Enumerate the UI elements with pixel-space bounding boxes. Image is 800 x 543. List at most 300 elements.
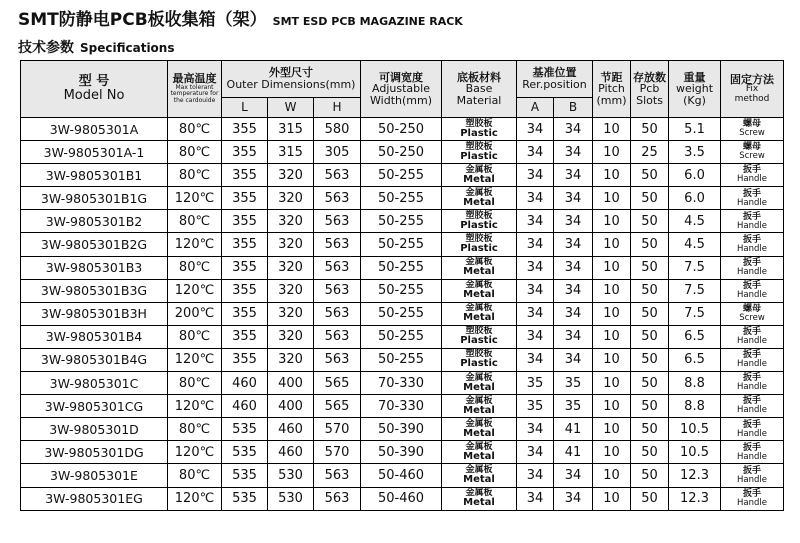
fix-method-english: Handle bbox=[737, 405, 767, 416]
cell-pcb-slots: 50 bbox=[631, 372, 669, 395]
cell-pcb-slots: 50 bbox=[631, 348, 669, 371]
fix-method-chinese: 螺母 bbox=[743, 304, 762, 315]
cell-pitch: 10 bbox=[593, 487, 631, 510]
cell-fix-method bbox=[721, 279, 784, 302]
cell-pcb-slots: 50 bbox=[631, 302, 669, 325]
cell-position-b: 34 bbox=[554, 141, 593, 164]
material-label-english: Metal bbox=[463, 427, 495, 439]
cell-pitch: 10 bbox=[593, 233, 631, 256]
cell-height: 570 bbox=[314, 441, 361, 464]
cell-model: 3W-9805301B3H bbox=[21, 302, 168, 325]
fix-method-chinese: 扳手 bbox=[743, 442, 762, 453]
cell-weight: 7.5 bbox=[669, 256, 721, 279]
fix-method-english: Screw bbox=[739, 128, 765, 139]
cell-position-b: 34 bbox=[554, 210, 593, 233]
cell-temperature: 80℃ bbox=[168, 164, 222, 187]
cell-base-material bbox=[442, 141, 517, 164]
cell-adjustable-width: 50-390 bbox=[361, 441, 442, 464]
fix-method-chinese: 扳手 bbox=[743, 488, 762, 499]
cell-model: 3W-9805301B2 bbox=[21, 210, 168, 233]
cell-length: 355 bbox=[222, 256, 268, 279]
cell-base-material bbox=[442, 348, 517, 371]
fix-method-chinese: 扳手 bbox=[743, 465, 762, 476]
header-dimensions: 外型尺寸 Outer Dimensions(mm) bbox=[222, 61, 361, 98]
fix-method-english: Handle bbox=[737, 497, 767, 508]
fix-method-english: Handle bbox=[737, 474, 767, 485]
table-row bbox=[21, 441, 784, 464]
table-row bbox=[21, 487, 784, 510]
cell-position-a: 34 bbox=[517, 141, 554, 164]
cell-pcb-slots: 50 bbox=[631, 418, 669, 441]
cell-position-a: 34 bbox=[517, 279, 554, 302]
table-row bbox=[21, 210, 784, 233]
cell-position-b: 34 bbox=[554, 279, 593, 302]
cell-height: 563 bbox=[314, 464, 361, 487]
cell-base-material bbox=[442, 210, 517, 233]
cell-position-b: 35 bbox=[554, 372, 593, 395]
cell-weight: 6.5 bbox=[669, 348, 721, 371]
cell-temperature: 80℃ bbox=[168, 464, 222, 487]
cell-temperature: 80℃ bbox=[168, 118, 222, 141]
table-row bbox=[21, 418, 784, 441]
material-label-english: Metal bbox=[463, 312, 495, 324]
cell-adjustable-width: 50-255 bbox=[361, 325, 442, 348]
cell-model: 3W-9805301D bbox=[21, 418, 168, 441]
material-label-chinese: 金属板 bbox=[465, 441, 493, 452]
cell-position-a: 34 bbox=[517, 325, 554, 348]
table-row bbox=[21, 187, 784, 210]
material-label-chinese: 金属板 bbox=[465, 187, 493, 198]
fix-method-chinese: 扳手 bbox=[743, 373, 762, 384]
cell-position-a: 34 bbox=[517, 233, 554, 256]
cell-weight: 12.3 bbox=[669, 487, 721, 510]
cell-width: 315 bbox=[268, 141, 314, 164]
cell-weight: 7.5 bbox=[669, 302, 721, 325]
cell-height: 563 bbox=[314, 233, 361, 256]
cell-model: 3W-9805301A-1 bbox=[21, 141, 168, 164]
cell-length: 460 bbox=[222, 395, 268, 418]
cell-fix-method bbox=[721, 441, 784, 464]
cell-model: 3W-9805301CG bbox=[21, 395, 168, 418]
cell-pcb-slots: 50 bbox=[631, 441, 669, 464]
cell-position-a: 34 bbox=[517, 348, 554, 371]
cell-temperature: 80℃ bbox=[168, 418, 222, 441]
header-pitch: 节距 Pitch (mm) bbox=[593, 61, 631, 118]
fix-method-english: Screw bbox=[739, 151, 765, 162]
cell-position-a: 34 bbox=[517, 210, 554, 233]
cell-adjustable-width: 50-255 bbox=[361, 210, 442, 233]
cell-pitch: 10 bbox=[593, 164, 631, 187]
header-height: H bbox=[314, 98, 361, 118]
cell-temperature: 120℃ bbox=[168, 395, 222, 418]
table-row bbox=[21, 141, 784, 164]
cell-pitch: 10 bbox=[593, 418, 631, 441]
cell-base-material bbox=[442, 302, 517, 325]
cell-temperature: 120℃ bbox=[168, 441, 222, 464]
page-title bbox=[18, 5, 463, 30]
cell-width: 320 bbox=[268, 187, 314, 210]
table-row bbox=[21, 256, 784, 279]
cell-position-a: 35 bbox=[517, 395, 554, 418]
material-label-chinese: 金属板 bbox=[465, 395, 493, 406]
cell-pcb-slots: 50 bbox=[631, 210, 669, 233]
cell-weight: 6.5 bbox=[669, 325, 721, 348]
cell-height: 563 bbox=[314, 348, 361, 371]
fix-method-chinese: 扳手 bbox=[743, 234, 762, 245]
cell-pitch: 10 bbox=[593, 441, 631, 464]
cell-temperature: 120℃ bbox=[168, 233, 222, 256]
cell-fix-method bbox=[721, 233, 784, 256]
cell-height: 563 bbox=[314, 302, 361, 325]
cell-pitch: 10 bbox=[593, 372, 631, 395]
cell-adjustable-width: 50-255 bbox=[361, 348, 442, 371]
cell-height: 565 bbox=[314, 372, 361, 395]
title-english: SMT ESD PCB MAGAZINE RACK bbox=[272, 15, 463, 28]
material-label-chinese: 塑胶板 bbox=[465, 234, 493, 245]
cell-pitch: 10 bbox=[593, 395, 631, 418]
cell-model: 3W-9805301E bbox=[21, 464, 168, 487]
cell-height: 580 bbox=[314, 118, 361, 141]
header-adjustable-width: 可调宽度 Adjustable Width(mm) bbox=[361, 61, 442, 118]
cell-adjustable-width: 50-255 bbox=[361, 256, 442, 279]
fix-method-chinese: 扳手 bbox=[743, 211, 762, 222]
cell-position-a: 34 bbox=[517, 418, 554, 441]
fix-method-chinese: 扳手 bbox=[743, 327, 762, 338]
cell-weight: 10.5 bbox=[669, 418, 721, 441]
cell-pcb-slots: 50 bbox=[631, 187, 669, 210]
fix-method-english: Handle bbox=[737, 336, 767, 347]
cell-pcb-slots: 50 bbox=[631, 256, 669, 279]
cell-length: 355 bbox=[222, 141, 268, 164]
cell-width: 315 bbox=[268, 118, 314, 141]
cell-width: 320 bbox=[268, 302, 314, 325]
cell-length: 355 bbox=[222, 302, 268, 325]
cell-width: 400 bbox=[268, 395, 314, 418]
cell-model: 3W-9805301B1G bbox=[21, 187, 168, 210]
header-reference-position: 基准位置 Rer.position bbox=[517, 61, 593, 98]
cell-pitch: 10 bbox=[593, 279, 631, 302]
cell-fix-method bbox=[721, 118, 784, 141]
material-label-chinese: 金属板 bbox=[465, 164, 493, 175]
cell-pcb-slots: 25 bbox=[631, 141, 669, 164]
cell-adjustable-width: 50-255 bbox=[361, 302, 442, 325]
cell-position-b: 34 bbox=[554, 256, 593, 279]
cell-adjustable-width: 70-330 bbox=[361, 372, 442, 395]
cell-fix-method bbox=[721, 164, 784, 187]
material-label-chinese: 金属板 bbox=[465, 418, 493, 429]
cell-width: 320 bbox=[268, 210, 314, 233]
header-fix-method: 固定方法 Fix method bbox=[721, 61, 784, 118]
cell-length: 535 bbox=[222, 441, 268, 464]
material-label-chinese: 金属板 bbox=[465, 280, 493, 291]
cell-base-material bbox=[442, 164, 517, 187]
cell-position-b: 35 bbox=[554, 395, 593, 418]
material-label-chinese: 塑胶板 bbox=[465, 349, 493, 360]
cell-position-b: 34 bbox=[554, 118, 593, 141]
fix-method-chinese: 扳手 bbox=[743, 280, 762, 291]
cell-length: 355 bbox=[222, 233, 268, 256]
cell-adjustable-width: 50-255 bbox=[361, 164, 442, 187]
cell-pitch: 10 bbox=[593, 187, 631, 210]
cell-length: 355 bbox=[222, 164, 268, 187]
cell-adjustable-width: 50-255 bbox=[361, 233, 442, 256]
cell-weight: 6.0 bbox=[669, 187, 721, 210]
fix-method-english: Handle bbox=[737, 289, 767, 300]
cell-fix-method bbox=[721, 256, 784, 279]
cell-temperature: 120℃ bbox=[168, 348, 222, 371]
material-label-english: Metal bbox=[463, 381, 495, 393]
cell-model: 3W-9805301B3 bbox=[21, 256, 168, 279]
cell-model: 3W-9805301B2G bbox=[21, 233, 168, 256]
material-label-english: Plastic bbox=[460, 150, 498, 162]
cell-pcb-slots: 50 bbox=[631, 164, 669, 187]
cell-pitch: 10 bbox=[593, 464, 631, 487]
cell-weight: 12.3 bbox=[669, 464, 721, 487]
cell-weight: 5.1 bbox=[669, 118, 721, 141]
material-label-chinese: 塑胶板 bbox=[465, 118, 493, 129]
cell-width: 460 bbox=[268, 418, 314, 441]
material-label-chinese: 金属板 bbox=[465, 372, 493, 383]
cell-weight: 4.5 bbox=[669, 233, 721, 256]
table-row bbox=[21, 302, 784, 325]
cell-height: 305 bbox=[314, 141, 361, 164]
cell-width: 320 bbox=[268, 233, 314, 256]
fix-method-english: Handle bbox=[737, 243, 767, 254]
cell-adjustable-width: 50-250 bbox=[361, 141, 442, 164]
material-label-english: Metal bbox=[463, 289, 495, 301]
cell-fix-method bbox=[721, 210, 784, 233]
material-label-english: Plastic bbox=[460, 243, 498, 255]
table-row bbox=[21, 325, 784, 348]
cell-fix-method bbox=[721, 487, 784, 510]
table-row bbox=[21, 395, 784, 418]
cell-model: 3W-9805301B4G bbox=[21, 348, 168, 371]
cell-weight: 8.8 bbox=[669, 395, 721, 418]
cell-length: 355 bbox=[222, 348, 268, 371]
cell-length: 535 bbox=[222, 418, 268, 441]
cell-position-b: 41 bbox=[554, 441, 593, 464]
material-label-chinese: 金属板 bbox=[465, 257, 493, 268]
fix-method-english: Handle bbox=[737, 220, 767, 231]
cell-fix-method bbox=[721, 325, 784, 348]
cell-pcb-slots: 50 bbox=[631, 279, 669, 302]
cell-position-b: 34 bbox=[554, 487, 593, 510]
cell-height: 563 bbox=[314, 256, 361, 279]
cell-width: 530 bbox=[268, 464, 314, 487]
header-weight: 重量 weight (Kg) bbox=[669, 61, 721, 118]
fix-method-english: Handle bbox=[737, 197, 767, 208]
cell-height: 570 bbox=[314, 418, 361, 441]
cell-position-b: 41 bbox=[554, 418, 593, 441]
cell-position-b: 34 bbox=[554, 348, 593, 371]
fix-method-english: Handle bbox=[737, 174, 767, 185]
table-row bbox=[21, 279, 784, 302]
fix-method-english: Handle bbox=[737, 451, 767, 462]
table-row bbox=[21, 164, 784, 187]
cell-base-material bbox=[442, 418, 517, 441]
cell-position-a: 34 bbox=[517, 441, 554, 464]
cell-base-material bbox=[442, 487, 517, 510]
header-position-b: B bbox=[554, 98, 593, 118]
fix-method-english: Handle bbox=[737, 428, 767, 439]
cell-width: 460 bbox=[268, 441, 314, 464]
material-label-chinese: 金属板 bbox=[465, 488, 493, 499]
cell-adjustable-width: 70-330 bbox=[361, 395, 442, 418]
cell-base-material bbox=[442, 187, 517, 210]
cell-fix-method bbox=[721, 372, 784, 395]
cell-length: 355 bbox=[222, 325, 268, 348]
cell-pcb-slots: 50 bbox=[631, 487, 669, 510]
cell-temperature: 80℃ bbox=[168, 141, 222, 164]
cell-base-material bbox=[442, 118, 517, 141]
cell-base-material bbox=[442, 279, 517, 302]
cell-width: 320 bbox=[268, 325, 314, 348]
cell-width: 530 bbox=[268, 487, 314, 510]
header-length: L bbox=[222, 98, 268, 118]
header-width: W bbox=[268, 98, 314, 118]
cell-position-a: 34 bbox=[517, 187, 554, 210]
material-label-english: Metal bbox=[463, 497, 495, 509]
cell-position-b: 34 bbox=[554, 464, 593, 487]
material-label-english: Metal bbox=[463, 196, 495, 208]
cell-position-b: 34 bbox=[554, 164, 593, 187]
cell-height: 563 bbox=[314, 164, 361, 187]
cell-pcb-slots: 50 bbox=[631, 395, 669, 418]
material-label-chinese: 金属板 bbox=[465, 464, 493, 475]
cell-height: 563 bbox=[314, 187, 361, 210]
section-heading bbox=[18, 37, 174, 57]
material-label-chinese: 塑胶板 bbox=[465, 210, 493, 221]
section-heading-english: Specifications bbox=[80, 41, 175, 55]
cell-base-material bbox=[442, 464, 517, 487]
material-label-english: Metal bbox=[463, 266, 495, 278]
fix-method-chinese: 扳手 bbox=[743, 419, 762, 430]
cell-width: 320 bbox=[268, 279, 314, 302]
cell-adjustable-width: 50-255 bbox=[361, 279, 442, 302]
fix-method-english: Handle bbox=[737, 266, 767, 277]
fix-method-chinese: 螺母 bbox=[743, 142, 762, 153]
cell-base-material bbox=[442, 233, 517, 256]
cell-pitch: 10 bbox=[593, 141, 631, 164]
cell-height: 563 bbox=[314, 210, 361, 233]
cell-weight: 4.5 bbox=[669, 210, 721, 233]
cell-base-material bbox=[442, 256, 517, 279]
material-label-english: Metal bbox=[463, 173, 495, 185]
header-model: 型 号 Model No bbox=[21, 61, 168, 118]
material-label-chinese: 金属板 bbox=[465, 303, 493, 314]
cell-pcb-slots: 50 bbox=[631, 233, 669, 256]
cell-width: 320 bbox=[268, 256, 314, 279]
fix-method-english: Handle bbox=[737, 359, 767, 370]
table-row bbox=[21, 233, 784, 256]
cell-base-material bbox=[442, 395, 517, 418]
material-label-english: Plastic bbox=[460, 127, 498, 139]
table-header-row bbox=[21, 61, 784, 98]
cell-height: 563 bbox=[314, 487, 361, 510]
cell-fix-method bbox=[721, 187, 784, 210]
fix-method-chinese: 扳手 bbox=[743, 396, 762, 407]
cell-position-a: 34 bbox=[517, 302, 554, 325]
cell-fix-method bbox=[721, 348, 784, 371]
header-base-material: 底板材料 Base Material bbox=[442, 61, 517, 118]
cell-temperature: 80℃ bbox=[168, 372, 222, 395]
cell-temperature: 120℃ bbox=[168, 187, 222, 210]
cell-fix-method bbox=[721, 395, 784, 418]
cell-adjustable-width: 50-460 bbox=[361, 487, 442, 510]
cell-position-b: 34 bbox=[554, 187, 593, 210]
table-row bbox=[21, 348, 784, 371]
cell-model: 3W-9805301B1 bbox=[21, 164, 168, 187]
cell-adjustable-width: 50-460 bbox=[361, 464, 442, 487]
fix-method-english: Screw bbox=[739, 313, 765, 324]
cell-length: 355 bbox=[222, 210, 268, 233]
cell-position-b: 34 bbox=[554, 325, 593, 348]
cell-model: 3W-9805301EG bbox=[21, 487, 168, 510]
cell-model: 3W-9805301C bbox=[21, 372, 168, 395]
cell-model: 3W-9805301A bbox=[21, 118, 168, 141]
cell-position-a: 34 bbox=[517, 256, 554, 279]
cell-model: 3W-9805301B3G bbox=[21, 279, 168, 302]
material-label-english: Plastic bbox=[460, 335, 498, 347]
cell-width: 320 bbox=[268, 348, 314, 371]
header-position-a: A bbox=[517, 98, 554, 118]
fix-method-chinese: 螺母 bbox=[743, 119, 762, 130]
cell-pitch: 10 bbox=[593, 302, 631, 325]
cell-base-material bbox=[442, 325, 517, 348]
cell-pcb-slots: 50 bbox=[631, 118, 669, 141]
cell-pitch: 10 bbox=[593, 118, 631, 141]
title-chinese: SMT防静电PCB板收集箱（架） bbox=[18, 10, 267, 30]
cell-weight: 10.5 bbox=[669, 441, 721, 464]
cell-weight: 3.5 bbox=[669, 141, 721, 164]
cell-weight: 6.0 bbox=[669, 164, 721, 187]
cell-length: 355 bbox=[222, 187, 268, 210]
cell-position-a: 35 bbox=[517, 372, 554, 395]
cell-fix-method bbox=[721, 141, 784, 164]
specifications-table bbox=[20, 60, 784, 511]
table-row bbox=[21, 118, 784, 141]
table-row bbox=[21, 464, 784, 487]
cell-position-a: 34 bbox=[517, 464, 554, 487]
material-label-chinese: 塑胶板 bbox=[465, 141, 493, 152]
cell-length: 535 bbox=[222, 487, 268, 510]
cell-base-material bbox=[442, 372, 517, 395]
cell-temperature: 80℃ bbox=[168, 325, 222, 348]
cell-position-a: 34 bbox=[517, 118, 554, 141]
fix-method-chinese: 扳手 bbox=[743, 350, 762, 361]
fix-method-chinese: 扳手 bbox=[743, 257, 762, 268]
material-label-english: Metal bbox=[463, 450, 495, 462]
header-pcb-slots: 存放数 Pcb Slots bbox=[631, 61, 669, 118]
cell-adjustable-width: 50-250 bbox=[361, 118, 442, 141]
cell-length: 355 bbox=[222, 279, 268, 302]
cell-base-material bbox=[442, 441, 517, 464]
cell-height: 563 bbox=[314, 279, 361, 302]
cell-position-a: 34 bbox=[517, 487, 554, 510]
cell-model: 3W-9805301B4 bbox=[21, 325, 168, 348]
section-heading-chinese: 技术参数 bbox=[18, 40, 74, 56]
cell-model: 3W-9805301DG bbox=[21, 441, 168, 464]
material-label-english: Plastic bbox=[460, 358, 498, 370]
cell-height: 565 bbox=[314, 395, 361, 418]
cell-adjustable-width: 50-390 bbox=[361, 418, 442, 441]
cell-width: 320 bbox=[268, 164, 314, 187]
fix-method-chinese: 扳手 bbox=[743, 188, 762, 199]
cell-adjustable-width: 50-255 bbox=[361, 187, 442, 210]
cell-fix-method bbox=[721, 418, 784, 441]
cell-length: 535 bbox=[222, 464, 268, 487]
material-label-english: Metal bbox=[463, 404, 495, 416]
